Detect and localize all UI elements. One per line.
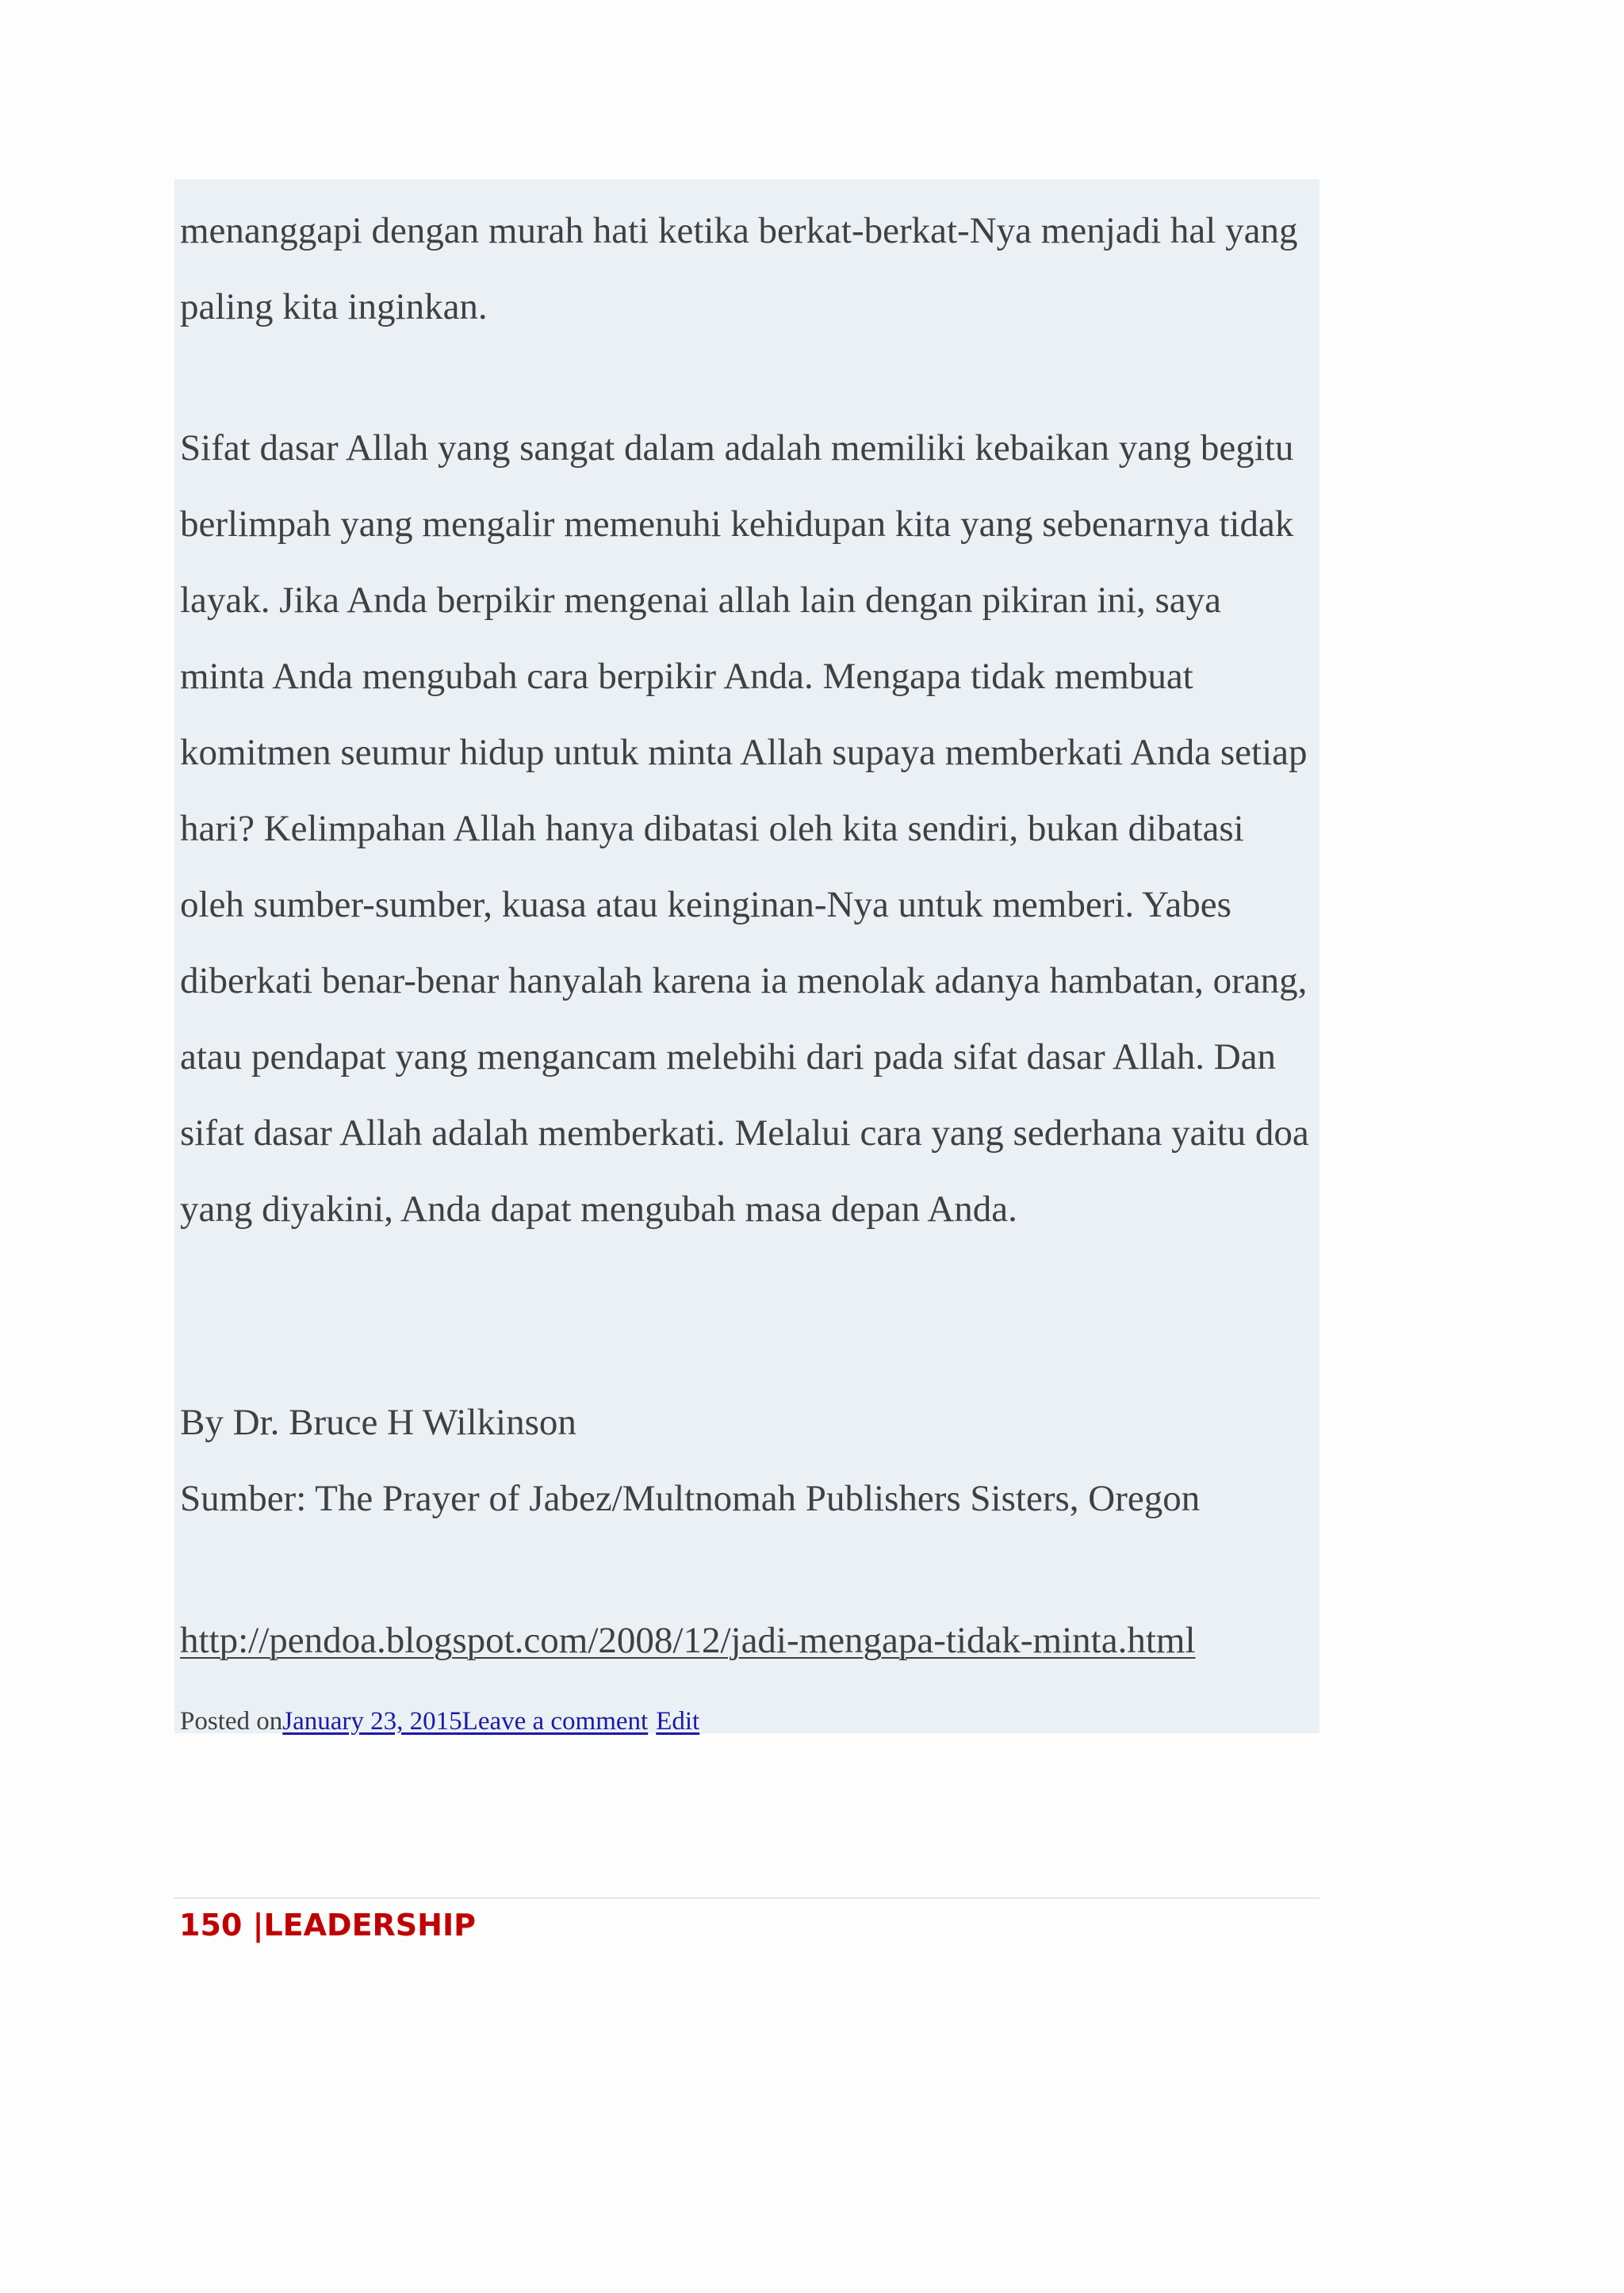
- post-meta: [180, 1705, 699, 1737]
- article-paragraph-2: Sifat dasar Allah yang sangat dalam adalah memiliki kebaikan yang begitu berlimpah yang mengalir memenuhi kehidupan kita yang sebenarnya tidak layak. Jika Anda berpikir mengenai allah lain dengan pikiran ini, saya minta Anda mengubah cara berpikir Anda. Mengapa tidak membuat komitmen seumur hidup untuk minta Allah supaya memberkati Anda setiap hari? Kelimpahan Allah hanya dibatasi oleh kita sendiri, bukan dibatasi oleh sumber-sumber, kuasa atau keinginan-Nya untuk memberi. Yabes diberkati benar-benar hanyalah karena ia menolak adanya hambatan, orang, atau pendapat yang mengancam melebihi dari pada sifat dasar Allah. Dan sifat dasar Allah adalah memberkati. Melalui cara yang sederhana yaitu doa yang diyakini, Anda dapat mengubah masa depan Anda.: [180, 427, 1309, 1230]
- source-url-link[interactable]: http://pendoa.blogspot.com/2008/12/jadi-mengapa-tidak-minta.html: [180, 1620, 1196, 1661]
- posted-on-label: Posted on: [180, 1707, 283, 1736]
- footer-divider: [174, 1897, 1320, 1899]
- article-paragraph-1: menanggapi dengan murah hati ketika berkat-berkat-Nya menjadi hal yang paling kita inginkan.: [180, 210, 1298, 327]
- section-title: LEADERSHIP: [263, 1908, 476, 1943]
- page-number: 150: [179, 1908, 243, 1943]
- footer-separator: |: [252, 1908, 264, 1943]
- source-citation: Sumber: The Prayer of Jabez/Multnomah Publishers Sisters, Oregon: [180, 1478, 1201, 1519]
- page-footer: [179, 1903, 476, 1947]
- edit-link[interactable]: Edit: [656, 1707, 700, 1736]
- leave-comment-link[interactable]: Leave a comment: [462, 1707, 649, 1736]
- author-byline: By Dr. Bruce H Wilkinson: [180, 1402, 576, 1443]
- post-date-link[interactable]: January 23, 2015: [282, 1707, 462, 1736]
- article-block: [174, 179, 1320, 1736]
